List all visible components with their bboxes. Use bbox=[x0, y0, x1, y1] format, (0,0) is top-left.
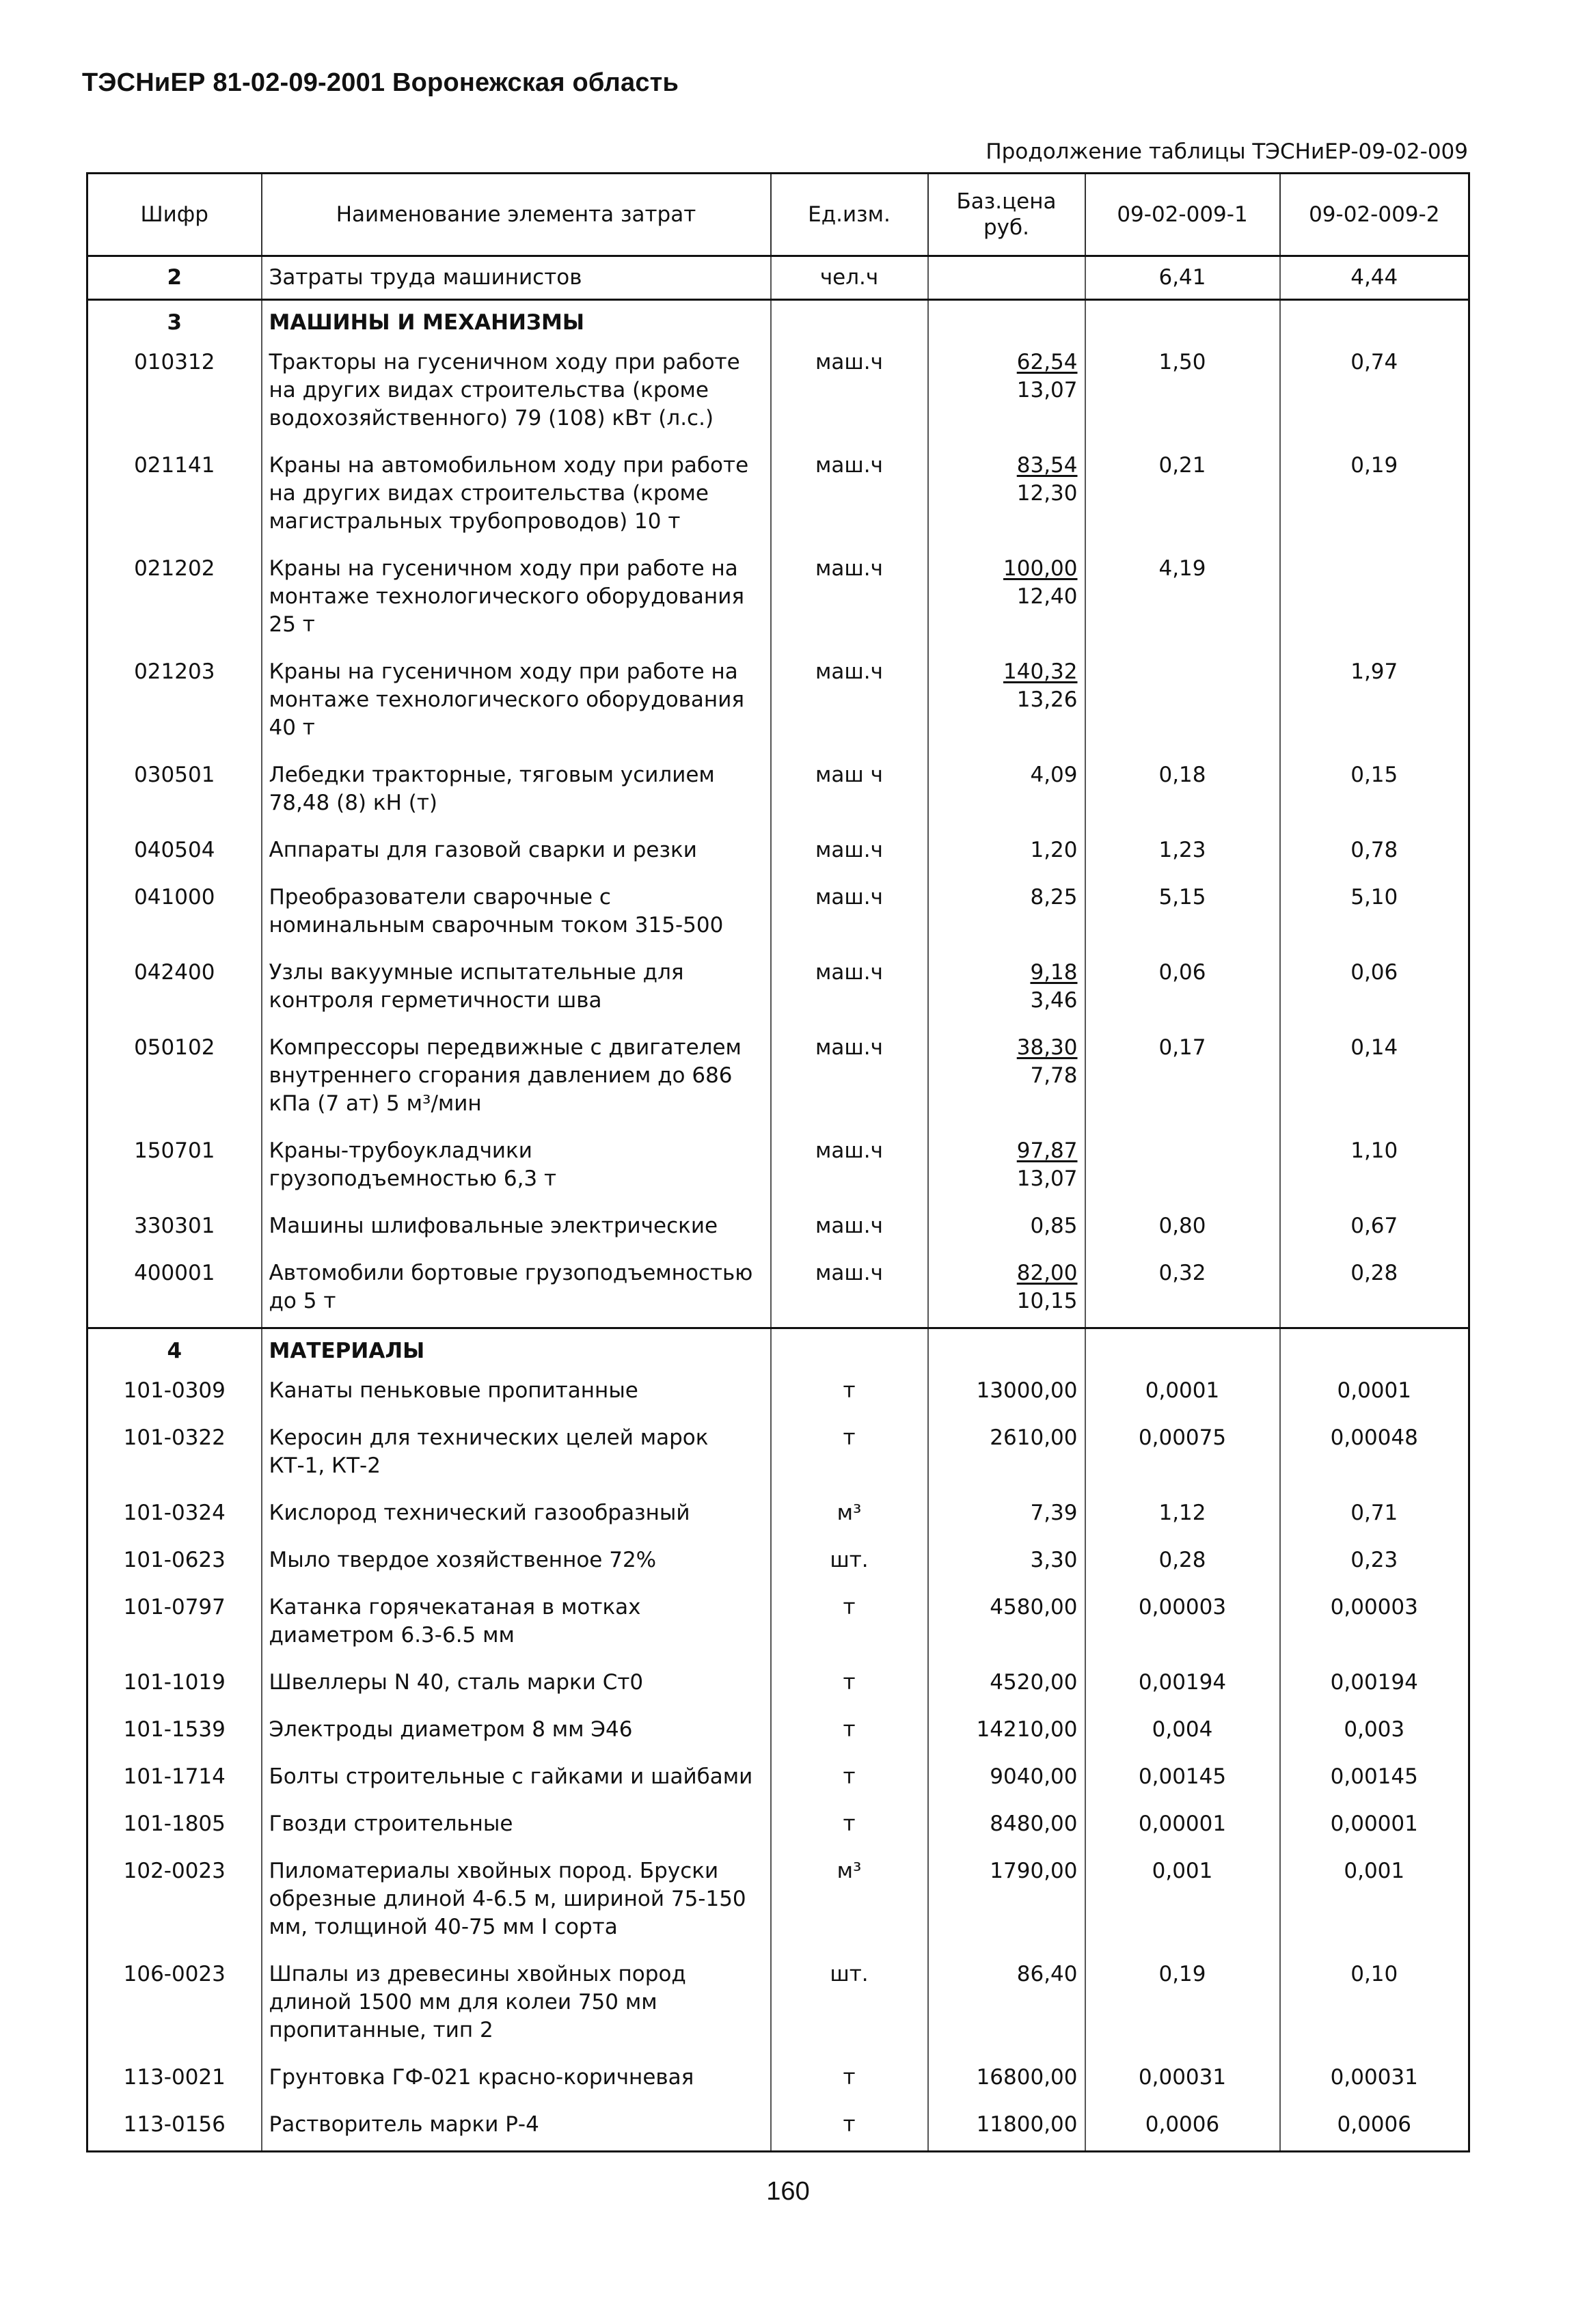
material-name: Керосин для технических целей марок КТ-1, КТ-2 bbox=[262, 1417, 771, 1492]
document-title: ТЭСНиЕР 81-02-09-2001 Воронежская область bbox=[82, 68, 679, 97]
machine-code: 400001 bbox=[87, 1252, 262, 1328]
section-machines-title: МАШИНЫ И МЕХАНИЗМЫ bbox=[262, 300, 771, 342]
material-name: Гвозди строительные bbox=[262, 1803, 771, 1850]
material-v1: 0,00031 bbox=[1085, 2056, 1280, 2103]
section-machines-code: 3 bbox=[87, 300, 262, 342]
machine-row bbox=[87, 341, 1469, 444]
material-v1: 0,0006 bbox=[1085, 2103, 1280, 2152]
machine-price-total: 9,18 bbox=[1030, 960, 1078, 985]
material-price: 16800,00 bbox=[928, 2056, 1085, 2103]
machine-unit: маш.ч bbox=[771, 444, 928, 547]
machine-v2: 0,78 bbox=[1350, 838, 1398, 862]
machine-v2: 0,06 bbox=[1350, 960, 1398, 985]
machine-price-total: 82,00 bbox=[1016, 1261, 1078, 1285]
material-row bbox=[87, 1539, 1469, 1586]
machine-v2: 1,10 bbox=[1350, 1138, 1398, 1163]
machine-name: Автомобили бортовые грузоподъемностью до 5 т bbox=[262, 1252, 771, 1328]
material-unit: м³ bbox=[771, 1492, 928, 1539]
machine-price-total: 62,54 bbox=[1016, 350, 1078, 374]
material-v2: 0,71 bbox=[1350, 1501, 1398, 1525]
machine-unit: маш.ч bbox=[771, 341, 928, 444]
machine-unit: маш.ч bbox=[771, 951, 928, 1026]
machine-price-total: 38,30 bbox=[1016, 1035, 1078, 1060]
machine-name: Преобразователи сварочные с номинальным сварочным током 315-500 bbox=[262, 876, 771, 951]
machine-price bbox=[928, 1130, 1085, 1205]
material-unit: шт. bbox=[771, 1539, 928, 1586]
machine-v2: 1,97 bbox=[1350, 659, 1398, 684]
material-row bbox=[87, 1369, 1469, 1417]
machine-name: Краны на гусеничном ходу при работе на монтаже технологического оборудования 25 т bbox=[262, 547, 771, 651]
material-v2: 0,00003 bbox=[1330, 1595, 1418, 1619]
material-v2: 0,003 bbox=[1344, 1717, 1405, 1742]
material-price: 3,30 bbox=[928, 1539, 1085, 1586]
material-row bbox=[87, 2056, 1469, 2103]
machine-v1: 4,19 bbox=[1085, 547, 1280, 651]
material-code: 101-0797 bbox=[87, 1586, 262, 1661]
material-price: 11800,00 bbox=[928, 2103, 1085, 2152]
machine-price bbox=[928, 341, 1085, 444]
material-code: 101-1805 bbox=[87, 1803, 262, 1850]
machine-v2: 0,19 bbox=[1350, 453, 1398, 478]
labor-v1: 6,41 bbox=[1085, 256, 1280, 300]
machine-v1: 0,32 bbox=[1085, 1252, 1280, 1328]
material-v1: 0,00075 bbox=[1085, 1417, 1280, 1492]
machine-price-wage: 3,46 bbox=[1030, 988, 1078, 1013]
machine-row bbox=[87, 1252, 1469, 1328]
machine-name: Узлы вакуумные испытательные для контроля герметичности шва bbox=[262, 951, 771, 1026]
machine-code: 021141 bbox=[87, 444, 262, 547]
material-unit: шт. bbox=[771, 1953, 928, 2056]
machine-unit: маш.ч bbox=[771, 1130, 928, 1205]
table-header bbox=[87, 174, 1469, 256]
material-code: 101-1019 bbox=[87, 1661, 262, 1708]
material-row bbox=[87, 1803, 1469, 1850]
header-row bbox=[87, 174, 1469, 256]
material-name: Грунтовка ГФ-021 красно-коричневая bbox=[262, 2056, 771, 2103]
section-machines-row bbox=[87, 300, 1469, 342]
material-v2: 0,00048 bbox=[1330, 1425, 1418, 1450]
material-code: 101-0309 bbox=[87, 1369, 262, 1417]
material-row bbox=[87, 2103, 1469, 2152]
material-price: 2610,00 bbox=[928, 1417, 1085, 1492]
material-row bbox=[87, 1953, 1469, 2056]
material-code: 101-0324 bbox=[87, 1492, 262, 1539]
machine-price bbox=[928, 1205, 1085, 1252]
machine-v1: 0,06 bbox=[1085, 951, 1280, 1026]
material-price: 8480,00 bbox=[928, 1803, 1085, 1850]
machine-v1: 0,17 bbox=[1085, 1026, 1280, 1130]
machine-price bbox=[928, 754, 1085, 829]
material-unit: т bbox=[771, 1661, 928, 1708]
col-header-name: Наименование элемента затрат bbox=[262, 174, 771, 256]
material-code: 113-0021 bbox=[87, 2056, 262, 2103]
material-price: 14210,00 bbox=[928, 1708, 1085, 1755]
machine-unit: маш.ч bbox=[771, 829, 928, 876]
section-materials-code: 4 bbox=[87, 1328, 262, 1370]
material-code: 113-0156 bbox=[87, 2103, 262, 2152]
machine-row bbox=[87, 754, 1469, 829]
labor-v2: 4,44 bbox=[1350, 265, 1398, 290]
material-name: Пиломатериалы хвойных пород. Бруски обрезные длиной 4-6.5 м, шириной 75-150 мм, толщиной 40-75 мм I сорта bbox=[262, 1850, 771, 1953]
machine-price bbox=[928, 651, 1085, 754]
machine-name: Краны-трубоукладчики грузоподъемностью 6,3 т bbox=[262, 1130, 771, 1205]
section-materials-row bbox=[87, 1328, 1469, 1370]
machine-code: 042400 bbox=[87, 951, 262, 1026]
machine-v2: 0,28 bbox=[1350, 1261, 1398, 1285]
material-code: 102-0023 bbox=[87, 1850, 262, 1953]
machine-row bbox=[87, 1205, 1469, 1252]
material-v1: 0,00194 bbox=[1085, 1661, 1280, 1708]
material-v2: 0,00194 bbox=[1330, 1670, 1418, 1695]
machine-v2: 0,74 bbox=[1350, 350, 1398, 374]
material-v1: 0,19 bbox=[1085, 1953, 1280, 2056]
material-v2: 0,10 bbox=[1350, 1962, 1398, 1986]
machine-price-total: 100,00 bbox=[1003, 556, 1078, 581]
machine-v1: 1,23 bbox=[1085, 829, 1280, 876]
machine-code: 040504 bbox=[87, 829, 262, 876]
machine-name: Компрессоры передвижные с двигателем внутреннего сгорания давлением до 686 кПа (7 ат) 5 м³/мин bbox=[262, 1026, 771, 1130]
material-name: Электроды диаметром 8 мм Э46 bbox=[262, 1708, 771, 1755]
material-name: Швеллеры N 40, сталь марки Ст0 bbox=[262, 1661, 771, 1708]
machine-v2 bbox=[1280, 547, 1469, 651]
machine-name: Тракторы на гусеничном ходу при работе на других видах строительства (кроме водохозяйственного) 79 (108) кВт (л.с.) bbox=[262, 341, 771, 444]
material-v1: 0,001 bbox=[1085, 1850, 1280, 1953]
material-v1: 1,12 bbox=[1085, 1492, 1280, 1539]
machine-unit: маш.ч bbox=[771, 1252, 928, 1328]
material-unit: м³ bbox=[771, 1850, 928, 1953]
machine-unit: маш.ч bbox=[771, 1026, 928, 1130]
material-price: 1790,00 bbox=[928, 1850, 1085, 1953]
material-unit: т bbox=[771, 1803, 928, 1850]
material-v2: 0,0001 bbox=[1337, 1378, 1411, 1403]
material-price: 9040,00 bbox=[928, 1755, 1085, 1803]
col-header-code: Шифр bbox=[87, 174, 262, 256]
material-v1: 0,00003 bbox=[1085, 1586, 1280, 1661]
machine-row bbox=[87, 829, 1469, 876]
machine-price-wage: 10,15 bbox=[1016, 1289, 1078, 1313]
material-code: 101-0623 bbox=[87, 1539, 262, 1586]
material-price: 7,39 bbox=[928, 1492, 1085, 1539]
material-v1: 0,0001 bbox=[1085, 1369, 1280, 1417]
machine-name: Машины шлифовальные электрические bbox=[262, 1205, 771, 1252]
machine-price-total: 83,54 bbox=[1016, 453, 1078, 478]
col-header-unit: Ед.изм. bbox=[771, 174, 928, 256]
material-row bbox=[87, 1708, 1469, 1755]
material-v2: 0,0006 bbox=[1337, 2112, 1411, 2137]
machine-row bbox=[87, 951, 1469, 1026]
machine-v2: 5,10 bbox=[1350, 885, 1398, 910]
material-price: 4580,00 bbox=[928, 1586, 1085, 1661]
material-unit: т bbox=[771, 1708, 928, 1755]
col-header-v2: 09-02-009-2 bbox=[1309, 202, 1440, 227]
machine-price-wage: 8,25 bbox=[1030, 885, 1078, 910]
machine-unit: маш.ч bbox=[771, 547, 928, 651]
machine-v1: 0,21 bbox=[1085, 444, 1280, 547]
machine-v1 bbox=[1085, 1130, 1280, 1205]
material-v1: 0,004 bbox=[1085, 1708, 1280, 1755]
machine-price-wage: 12,40 bbox=[1016, 584, 1078, 609]
material-row bbox=[87, 1755, 1469, 1803]
machine-v1 bbox=[1085, 651, 1280, 754]
material-unit: т bbox=[771, 1755, 928, 1803]
cost-table bbox=[86, 172, 1470, 2152]
section-materials-title: МАТЕРИАЛЫ bbox=[262, 1328, 771, 1370]
machine-price bbox=[928, 876, 1085, 951]
machine-code: 150701 bbox=[87, 1130, 262, 1205]
material-v2: 0,23 bbox=[1350, 1548, 1398, 1572]
material-unit: т bbox=[771, 1369, 928, 1417]
material-name: Катанка горячекатаная в мотках диаметром 6.3-6.5 мм bbox=[262, 1586, 771, 1661]
table-continuation-label: Продолжение таблицы ТЭСНиЕР-09-02-009 bbox=[986, 139, 1468, 164]
machine-price-wage: 7,78 bbox=[1030, 1063, 1078, 1088]
material-name: Растворитель марки Р-4 bbox=[262, 2103, 771, 2152]
machine-price bbox=[928, 1252, 1085, 1328]
labor-name: Затраты труда машинистов bbox=[262, 256, 771, 300]
machine-code: 021203 bbox=[87, 651, 262, 754]
material-v1: 0,00145 bbox=[1085, 1755, 1280, 1803]
material-unit: т bbox=[771, 2103, 928, 2152]
material-row bbox=[87, 1586, 1469, 1661]
material-v2: 0,001 bbox=[1344, 1859, 1405, 1883]
material-price: 86,40 bbox=[928, 1953, 1085, 2056]
machine-price bbox=[928, 829, 1085, 876]
labor-row bbox=[87, 256, 1469, 300]
table-body bbox=[87, 256, 1469, 2152]
machine-price bbox=[928, 951, 1085, 1026]
machine-unit: маш.ч bbox=[771, 1205, 928, 1252]
machine-v1: 0,80 bbox=[1085, 1205, 1280, 1252]
material-v2: 0,00031 bbox=[1330, 2065, 1418, 2090]
col-header-v1: 09-02-009-1 bbox=[1085, 174, 1280, 256]
machine-unit: маш.ч bbox=[771, 651, 928, 754]
machine-price-total: 97,87 bbox=[1016, 1138, 1078, 1163]
machine-name: Аппараты для газовой сварки и резки bbox=[262, 829, 771, 876]
machine-row bbox=[87, 444, 1469, 547]
material-v2: 0,00001 bbox=[1330, 1812, 1418, 1836]
material-row bbox=[87, 1850, 1469, 1953]
machine-row bbox=[87, 1130, 1469, 1205]
material-code: 101-1714 bbox=[87, 1755, 262, 1803]
material-row bbox=[87, 1417, 1469, 1492]
machine-unit: маш ч bbox=[771, 754, 928, 829]
material-name: Болты строительные с гайками и шайбами bbox=[262, 1755, 771, 1803]
material-row bbox=[87, 1492, 1469, 1539]
machine-name: Краны на автомобильном ходу при работе на других видах строительства (кроме магистральных трубопроводов) 10 т bbox=[262, 444, 771, 547]
col-header-price: Баз.цена руб. bbox=[928, 174, 1085, 256]
machine-code: 050102 bbox=[87, 1026, 262, 1130]
machine-name: Лебедки тракторные, тяговым усилием 78,48 (8) кН (т) bbox=[262, 754, 771, 829]
machine-v2: 0,67 bbox=[1350, 1214, 1398, 1238]
material-v1: 0,00001 bbox=[1085, 1803, 1280, 1850]
labor-unit: чел.ч bbox=[771, 256, 928, 300]
machine-price-wage: 12,30 bbox=[1016, 481, 1078, 506]
machine-row bbox=[87, 547, 1469, 651]
labor-price bbox=[928, 256, 1085, 300]
machine-v2: 0,14 bbox=[1350, 1035, 1398, 1060]
machine-price-wage: 13,26 bbox=[1016, 687, 1078, 712]
machine-unit: маш.ч bbox=[771, 876, 928, 951]
material-name: Мыло твердое хозяйственное 72% bbox=[262, 1539, 771, 1586]
machine-code: 021202 bbox=[87, 547, 262, 651]
machine-price bbox=[928, 1026, 1085, 1130]
labor-code: 2 bbox=[87, 256, 262, 300]
machine-code: 010312 bbox=[87, 341, 262, 444]
material-v1: 0,28 bbox=[1085, 1539, 1280, 1586]
machine-v1: 0,18 bbox=[1085, 754, 1280, 829]
machine-v1: 1,50 bbox=[1085, 341, 1280, 444]
page-number: 160 bbox=[766, 2177, 810, 2206]
material-code: 106-0023 bbox=[87, 1953, 262, 2056]
machine-price-wage: 13,07 bbox=[1016, 378, 1078, 402]
material-unit: т bbox=[771, 1417, 928, 1492]
material-unit: т bbox=[771, 2056, 928, 2103]
machine-row bbox=[87, 876, 1469, 951]
machine-price-wage: 4,09 bbox=[1030, 763, 1078, 787]
machine-price-wage: 1,20 bbox=[1030, 838, 1078, 862]
machine-price-wage: 0,85 bbox=[1030, 1214, 1078, 1238]
machine-name: Краны на гусеничном ходу при работе на монтаже технологического оборудования 40 т bbox=[262, 651, 771, 754]
machine-price-wage: 13,07 bbox=[1016, 1166, 1078, 1191]
machine-v1: 5,15 bbox=[1085, 876, 1280, 951]
material-name: Шпалы из древесины хвойных пород длиной 1500 мм для колеи 750 мм пропитанные, тип 2 bbox=[262, 1953, 771, 2056]
machine-price bbox=[928, 444, 1085, 547]
material-code: 101-1539 bbox=[87, 1708, 262, 1755]
machine-price-total: 140,32 bbox=[1003, 659, 1078, 684]
material-row bbox=[87, 1661, 1469, 1708]
material-code: 101-0322 bbox=[87, 1417, 262, 1492]
material-price: 13000,00 bbox=[928, 1369, 1085, 1417]
machine-code: 330301 bbox=[87, 1205, 262, 1252]
material-v2: 0,00145 bbox=[1330, 1764, 1418, 1789]
machine-code: 030501 bbox=[87, 754, 262, 829]
machine-row bbox=[87, 1026, 1469, 1130]
machine-price bbox=[928, 547, 1085, 651]
material-name: Канаты пеньковые пропитанные bbox=[262, 1369, 771, 1417]
material-price: 4520,00 bbox=[928, 1661, 1085, 1708]
machine-code: 041000 bbox=[87, 876, 262, 951]
machine-row bbox=[87, 651, 1469, 754]
material-unit: т bbox=[771, 1586, 928, 1661]
material-name: Кислород технический газообразный bbox=[262, 1492, 771, 1539]
machine-v2: 0,15 bbox=[1350, 763, 1398, 787]
